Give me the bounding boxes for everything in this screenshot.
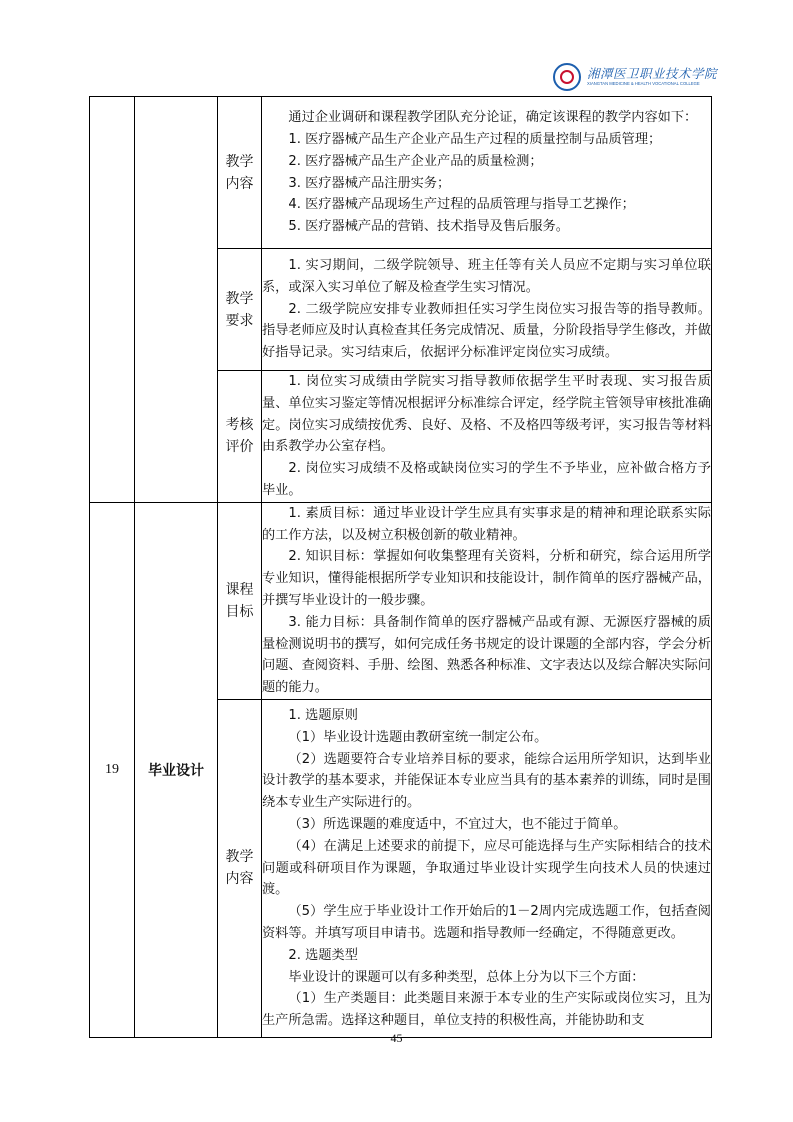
paragraph: （5）学生应于毕业设计工作开始后的1－2周内完成选题工作，包括查阅资料等。并填写项目申请书。选题和指导教师一经确定，不得随意更改。 <box>262 904 711 941</box>
paragraph: （2）选题要符合专业培养目标的要求，能综合运用所学知识，达到毕业设计教学的基本要求，并能保证本专业应当具有的基本素养的训练，同时是围绕本专业生产实际进行的。 <box>262 751 711 811</box>
section-label-assessment: 考核 评价 <box>218 371 262 503</box>
paragraph: 1. 选题原则 <box>288 707 358 723</box>
section-content <box>262 249 712 371</box>
row-number: 19 <box>90 502 135 1037</box>
paragraph: 2. 医疗器械产品生产企业产品的质量检测； <box>288 153 543 169</box>
course-name: 毕业设计 <box>135 502 218 1037</box>
paragraph: （4）在满足上述要求的前提下，应尽可能选择与生产实际相结合的技术问题或科研项目作为课题，争取通过毕业设计实现学生向技术人员的快速过渡。 <box>262 838 711 898</box>
section-content <box>262 699 712 1037</box>
paragraph: 5. 医疗器械产品的营销、技术指导及售后服务。 <box>288 219 569 235</box>
page-number: 45 <box>390 1031 403 1045</box>
paragraph: 3. 医疗器械产品注册实务； <box>288 175 451 191</box>
curriculum-table <box>89 96 712 1038</box>
paragraph: （1）毕业设计选题由教研室统一制定公布。 <box>288 729 548 745</box>
paragraph: 2. 二级学院应安排专业教师担任实习学生岗位实习报告等的指导教师。指导老师应及时认真检查其任务完成情况、质量，分阶段指导学生修改，并做好指导记录。实习结束后，依据评分标准评定岗位实习成绩。 <box>262 301 711 361</box>
row-number <box>90 97 135 503</box>
paragraph: 通过企业调研和课程教学团队充分论证，确定该课程的教学内容如下： <box>288 110 698 126</box>
section-label-teaching-content: 教学 内容 <box>218 97 262 249</box>
paragraph: 4. 医疗器械产品现场生产过程的品质管理与指导工艺操作； <box>288 197 635 213</box>
paragraph: 2. 选题类型 <box>288 947 358 963</box>
paragraph: （3）所选课题的难度适中，不宜过大，也不能过于简单。 <box>288 816 627 832</box>
college-name-cn: 湘潭医卫职业技术学院 <box>587 65 718 81</box>
section-content <box>262 502 712 699</box>
paragraph: 1. 实习期间，二级学院领导、班主任等有关人员应不定期与实习单位联系，或深入实习单位了解及检查学生实习情况。 <box>262 258 711 295</box>
paragraph: 3. 能力目标：具备制作简单的医疗器械产品或有源、无源医疗器械的质量检测说明书的撰写，如何完成任务书规定的设计课题的全部内容，学会分析问题、查阅资料、手册、绘图、熟悉各种标准、文字表达以及综合解决实际问题的能力。 <box>262 614 711 696</box>
paragraph: 1. 医疗器械产品生产企业产品生产过程的质量控制与品质管理； <box>288 131 662 147</box>
college-name-en: XIANGTAN MEDICINE & HEALTH VOCATIONAL COLLEGE <box>587 81 700 87</box>
paragraph: （1）生产类题目：此类题目来源于本专业的生产实际或岗位实习，且为生产所急需。选择这种题目，单位支持的积极性高，并能协助和支 <box>262 991 711 1029</box>
section-label-teaching-requirements: 教学 要求 <box>218 249 262 371</box>
section-label-teaching-content: 教学 内容 <box>218 699 262 1037</box>
section-content <box>262 97 712 249</box>
table-row <box>90 97 712 249</box>
college-seal-icon <box>553 63 581 91</box>
paragraph: 2. 岗位实习成绩不及格或缺岗位实习的学生不予毕业，应补做合格方予毕业。 <box>262 461 711 498</box>
paragraph: 1. 素质目标：通过毕业设计学生应具有实事求是的精神和理论联系实际的工作方法，以及树立积极创新的敬业精神。 <box>262 505 711 543</box>
paragraph: 1. 岗位实习成绩由学院实习指导教师依据学生平时表现、实习报告质量、单位实习鉴定等情况根据评分标准综合评定，经学院主管领导审核批准确定。岗位实习成绩按优秀、良好、及格、不及格四等级考评，实习报告等材料由系教学办公室存档。 <box>262 374 711 455</box>
table-row <box>90 502 712 699</box>
course-name <box>135 97 218 503</box>
paragraph: 毕业设计的课题可以有多种类型，总体上分为以下三个方面： <box>288 969 645 985</box>
section-label-course-objectives: 课程 目标 <box>218 502 262 699</box>
section-content <box>262 371 712 503</box>
paragraph: 2. 知识目标：掌握如何收集整理有关资料，分析和研究，综合运用所学专业知识，懂得能根据所学专业知识和技能设计，制作简单的医疗器械产品，并撰写毕业设计的一般步骤。 <box>262 549 711 608</box>
college-logo <box>553 60 718 94</box>
